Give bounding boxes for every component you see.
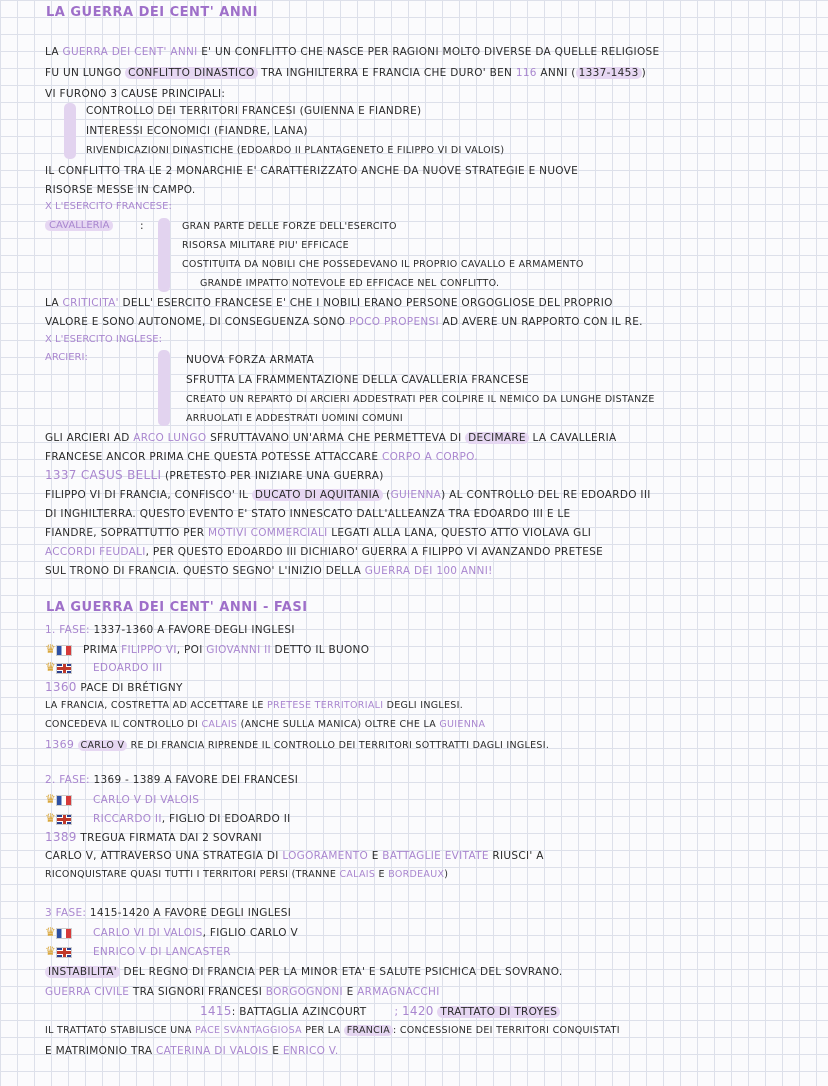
phase-2-france-row: ♛ CARLO V DI VALOIS [45,792,200,806]
peace-1360-line-1: LA FRANCIA, COSTRETTA AD ACCETTARE LE PRETESE TERRITORIALI DEGLI INGLESI. [45,700,464,711]
list-bar [158,350,170,426]
cause-item: INTERESSI ECONOMICI (FIANDRE, LANA) [86,125,308,137]
phases-title: LA GUERRA DEI CENT' ANNI - FASI [46,600,308,615]
archers-item: NUOVA FORZA ARMATA [186,354,315,366]
instability-line: INSTABILITA' DEL REGNO DI FRANCIA PER LA MINOR ETA' E SALUTE PSICHICA DEL SOVRANO. [45,965,562,979]
phase-1-england-row: ♛ EDOARDO III [45,660,163,674]
cause-item: CONTROLLO DEI TERRITORI FRANCESI (GUIENNA E FIANDRE) [86,105,422,117]
cavalry-colon: : [140,220,144,232]
casus-belli-line: 1337 CASUS BELLI (PRETESTO PER INIZIARE UNA GUERRA) [45,468,384,482]
conflict-line-1: IL CONFLITTO TRA LE 2 MONARCHIE E' CARATTERIZZATO ANCHE DA NUOVE STRATEGIE E NUOVE [45,165,579,177]
uk-flag-icon [56,947,72,958]
archers-item: ARRUOLATI E ADDESTRATI UOMINI COMUNI [186,413,403,424]
peace-1360: 1360 PACE DI BRÉTIGNY [45,680,183,694]
cavalry-item: COSTITUITA DA NOBILI CHE POSSEDEVANO IL PROPRIO CAVALLO E ARMAMENTO [182,259,584,270]
intro-line-2: FU UN LUNGO CONFLITTO DINASTICO TRA INGHILTERRA E FRANCIA CHE DURO' BEN 116 ANNI ( 1337-1453 ) [45,67,647,79]
treaty-line-1: IL TRATTATO STABILISCE UNA PACE SVANTAGGIOSA PER LA FRANCIA : CONCESSIONE DEI TERRITORI CONQUISTATI [45,1025,620,1036]
france-flag-icon [56,928,72,939]
uk-flag-icon [56,663,72,674]
archers-item: CREATO UN REPARTO DI ARCIERI ADDESTRATI PER COLPIRE IL NEMICO DA LUNGHE DISTANZE [186,394,655,405]
page-title: LA GUERRA DEI CENT' ANNI [46,5,258,20]
france-flag-icon [56,795,72,806]
english-army-heading: X L'ESERCITO INGLESE: [45,334,162,345]
archers-label: ARCIERI: [45,352,88,363]
crown-icon: ♛ [45,811,57,825]
criticity-line-1: LA CRITICITA' DELL' ESERCITO FRANCESE E' CHE I NOBILI ERANO PERSONE ORGOGLIOSE DEL PROPRIO [45,297,613,309]
causes-heading: VI FURONO 3 CAUSE PRINCIPALI: [45,88,226,100]
archers-para-2: FRANCESE ANCOR PRIMA CHE QUESTA POTESSE ATTACCARE CORPO A CORPO. [45,451,478,463]
cavalry-item: GRAN PARTE DELLE FORZE DELL'ESERCITO [182,221,397,232]
france-flag-icon [56,645,72,656]
filippo-line-1: FILIPPO VI DI FRANCIA, CONFISCO' IL DUCATO DI AQUITANIA (GUIENNA) AL CONTROLLO DEL RE EDOARDO III [45,489,651,501]
uk-flag-icon [56,814,72,825]
conflict-line-2: RISORSE MESSE IN CAMPO. [45,184,196,196]
crown-icon: ♛ [45,925,57,939]
carlo-1369-line: 1369 CARLO V RE DI FRANCIA RIPRENDE IL CONTROLLO DEI TERRITORI SOTTRATTI DAGLI INGLESI. [45,738,550,751]
criticity-line-2: VALORE E SONO AUTONOME, DI CONSEGUENZA SONO POCO PROPENSI AD AVERE UN RAPPORTO CON IL RE. [45,316,643,328]
civil-war-line: GUERRA CIVILE TRA SIGNORI FRANCESI BORGOGNONI E ARMAGNACCHI [45,986,440,998]
truce-1389-line-2: RICONQUISTARE QUASI TUTTI I TERRITORI PERSI (TRANNE CALAIS E BORDEAUX) [45,869,449,880]
phase-1-heading: 1. FASE: 1337-1360 A FAVORE DEGLI INGLESI [45,624,295,636]
crown-icon: ♛ [45,792,57,806]
cavalry-item: GRANDE IMPATTO NOTEVOLE ED EFFICACE NEL CONFLITTO. [200,278,500,289]
truce-1389-line-1: CARLO V, ATTRAVERSO UNA STRATEGIA DI LOGORAMENTO E BATTAGLIE EVITATE RIUSCI' A [45,850,544,862]
list-bar [64,103,76,159]
filippo-line-2: DI INGHILTERRA. QUESTO EVENTO E' STATO INNESCATO DALL'ALLEANZA TRA EDOARDO III E LE [45,508,571,520]
peace-1360-line-2: CONCEDEVA IL CONTROLLO DI CALAIS (ANCHE SULLA MANICA) OLTRE CHE LA GUIENNA [45,719,486,730]
cavalry-label: CAVALLERIA [45,220,113,231]
azincourt-troyes-line: 1415: BATTAGLIA AZINCOURT ; 1420 TRATTATO DI TROYES [200,1004,560,1019]
archers-item: SFRUTTA LA FRAMMENTAZIONE DELLA CAVALLERIA FRANCESE [186,374,529,386]
list-bar [158,218,170,292]
crown-icon: ♛ [45,660,57,674]
phase-3-heading: 3 FASE: 1415-1420 A FAVORE DEGLI INGLESI [45,907,292,919]
phase-1-france-row: ♛ PRIMA FILIPPO VI, POI GIOVANNI II DETTO IL BUONO [45,642,370,656]
crown-icon: ♛ [45,944,57,958]
phase-2-heading: 2. FASE: 1369 - 1389 A FAVORE DEI FRANCESI [45,774,299,786]
filippo-line-3: FIANDRE, SOPRATTUTTO PER MOTIVI COMMERCIALI LEGATI ALLA LANA, QUESTO ATTO VIOLAVA GLI [45,527,592,539]
filippo-line-5: SUL TRONO DI FRANCIA. QUESTO SEGNO' L'INIZIO DELLA GUERRA DEI 100 ANNI! [45,565,493,577]
filippo-line-4: ACCORDI FEUDALI, PER QUESTO EDOARDO III DICHIARO' GUERRA A FILIPPO VI AVANZANDO PRETESE [45,546,604,558]
cavalry-item: RISORSA MILITARE PIU' EFFICACE [182,240,349,251]
phase-3-england-row: ♛ ENRICO V DI LANCASTER [45,944,231,958]
crown-icon: ♛ [45,642,57,656]
treaty-line-2: E MATRIMONIO TRA CATERINA DI VALOIS E ENRICO V. [45,1045,339,1057]
intro-line-1: LA GUERRA DEI CENT' ANNI E' UN CONFLITTO CHE NASCE PER RAGIONI MOLTO DIVERSE DA QUELLE RELIGIOSE [45,46,660,58]
phase-3-france-row: ♛ CARLO VI DI VALOIS, FIGLIO CARLO V [45,925,298,939]
phase-2-england-row: ♛ RICCARDO II, FIGLIO DI EDOARDO II [45,811,291,825]
french-army-heading: X L'ESERCITO FRANCESE: [45,201,172,212]
cause-item: RIVENDICAZIONI DINASTICHE (EDOARDO II PLANTAGENETO E FILIPPO VI DI VALOIS) [86,145,505,156]
truce-1389: 1389 TREGUA FIRMATA DAI 2 SOVRANI [45,830,262,844]
archers-para-1: GLI ARCIERI AD ARCO LUNGO SFRUTTAVANO UN'ARMA CHE PERMETTEVA DI DECIMARE LA CAVALLERIA [45,432,617,444]
